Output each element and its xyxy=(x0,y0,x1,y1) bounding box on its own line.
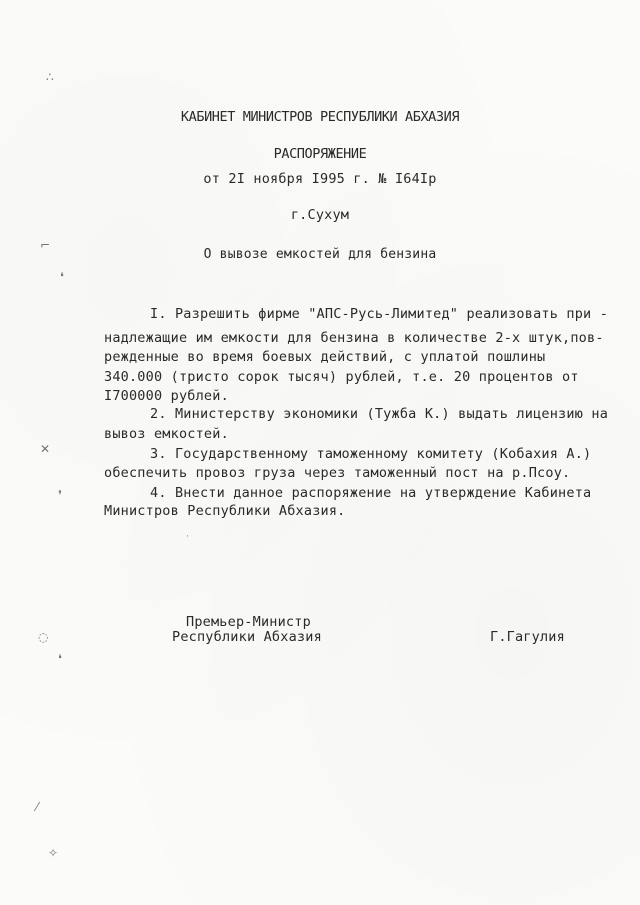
scan-speck-icon: ⁄ xyxy=(36,800,39,814)
subject-line: О вывозе емкостей для бензина xyxy=(203,247,437,262)
scan-speck-icon: · xyxy=(186,532,189,542)
cabinet-heading: КАБИНЕТ МИНИСТРОВ РЕСПУБЛИКИ АБХАЗИЯ xyxy=(180,109,460,125)
scan-speck-icon: ❛ xyxy=(58,652,62,666)
document-type: РАСПОРЯЖЕНИЕ xyxy=(273,146,367,162)
scan-speck-icon: ❛ xyxy=(60,270,64,284)
body-line: 340.000 (тристо сорок тысяч) рублей, т.е. 20 процентов от xyxy=(104,369,579,385)
body-line: I. Разрешить фирме "АПС-Русь-Лимитед" реализовать при - xyxy=(150,306,609,322)
scan-speck-icon: ◌ xyxy=(38,630,49,644)
body-line: вывоз емкостей. xyxy=(104,426,229,442)
body-line: надлежащие им емкости для бензина в количестве 2-х штук,пов- xyxy=(104,330,604,346)
scan-speck-icon: ✕ xyxy=(40,442,51,456)
scan-speck-icon: ∴ xyxy=(46,70,54,84)
signatory-name: Г.Гагулия xyxy=(490,629,565,645)
signatory-title-line2: Республики Абхазия xyxy=(172,629,322,645)
date-and-number: от 2I ноября I995 г. № I64Iр xyxy=(203,171,437,187)
body-line: 4. Внести данное распоряжение на утверждение Кабинета xyxy=(150,485,592,501)
scan-speck-icon: ✧ xyxy=(48,846,59,860)
body-line: 3. Государственному таможенному комитету (Кобахия А.) xyxy=(150,446,592,462)
scan-speck-icon: ❜ xyxy=(58,488,62,502)
body-line: 2. Министерству экономики (Тужба К.) выдать лицензию на xyxy=(150,406,609,422)
body-line: Министров Республики Абхазия. xyxy=(104,503,346,519)
city: г.Сухум xyxy=(290,207,350,223)
body-line: обеспечить провоз груза через таможенный пост на р.Псоу. xyxy=(104,465,571,481)
signatory-title-line1: Премьер-Министр xyxy=(186,614,311,630)
body-line: режденные во время боевых действий, с уплатой пошлины xyxy=(104,349,546,365)
scan-speck-icon: ⌐ xyxy=(40,238,51,252)
body-line: I700000 рублей. xyxy=(104,388,229,404)
